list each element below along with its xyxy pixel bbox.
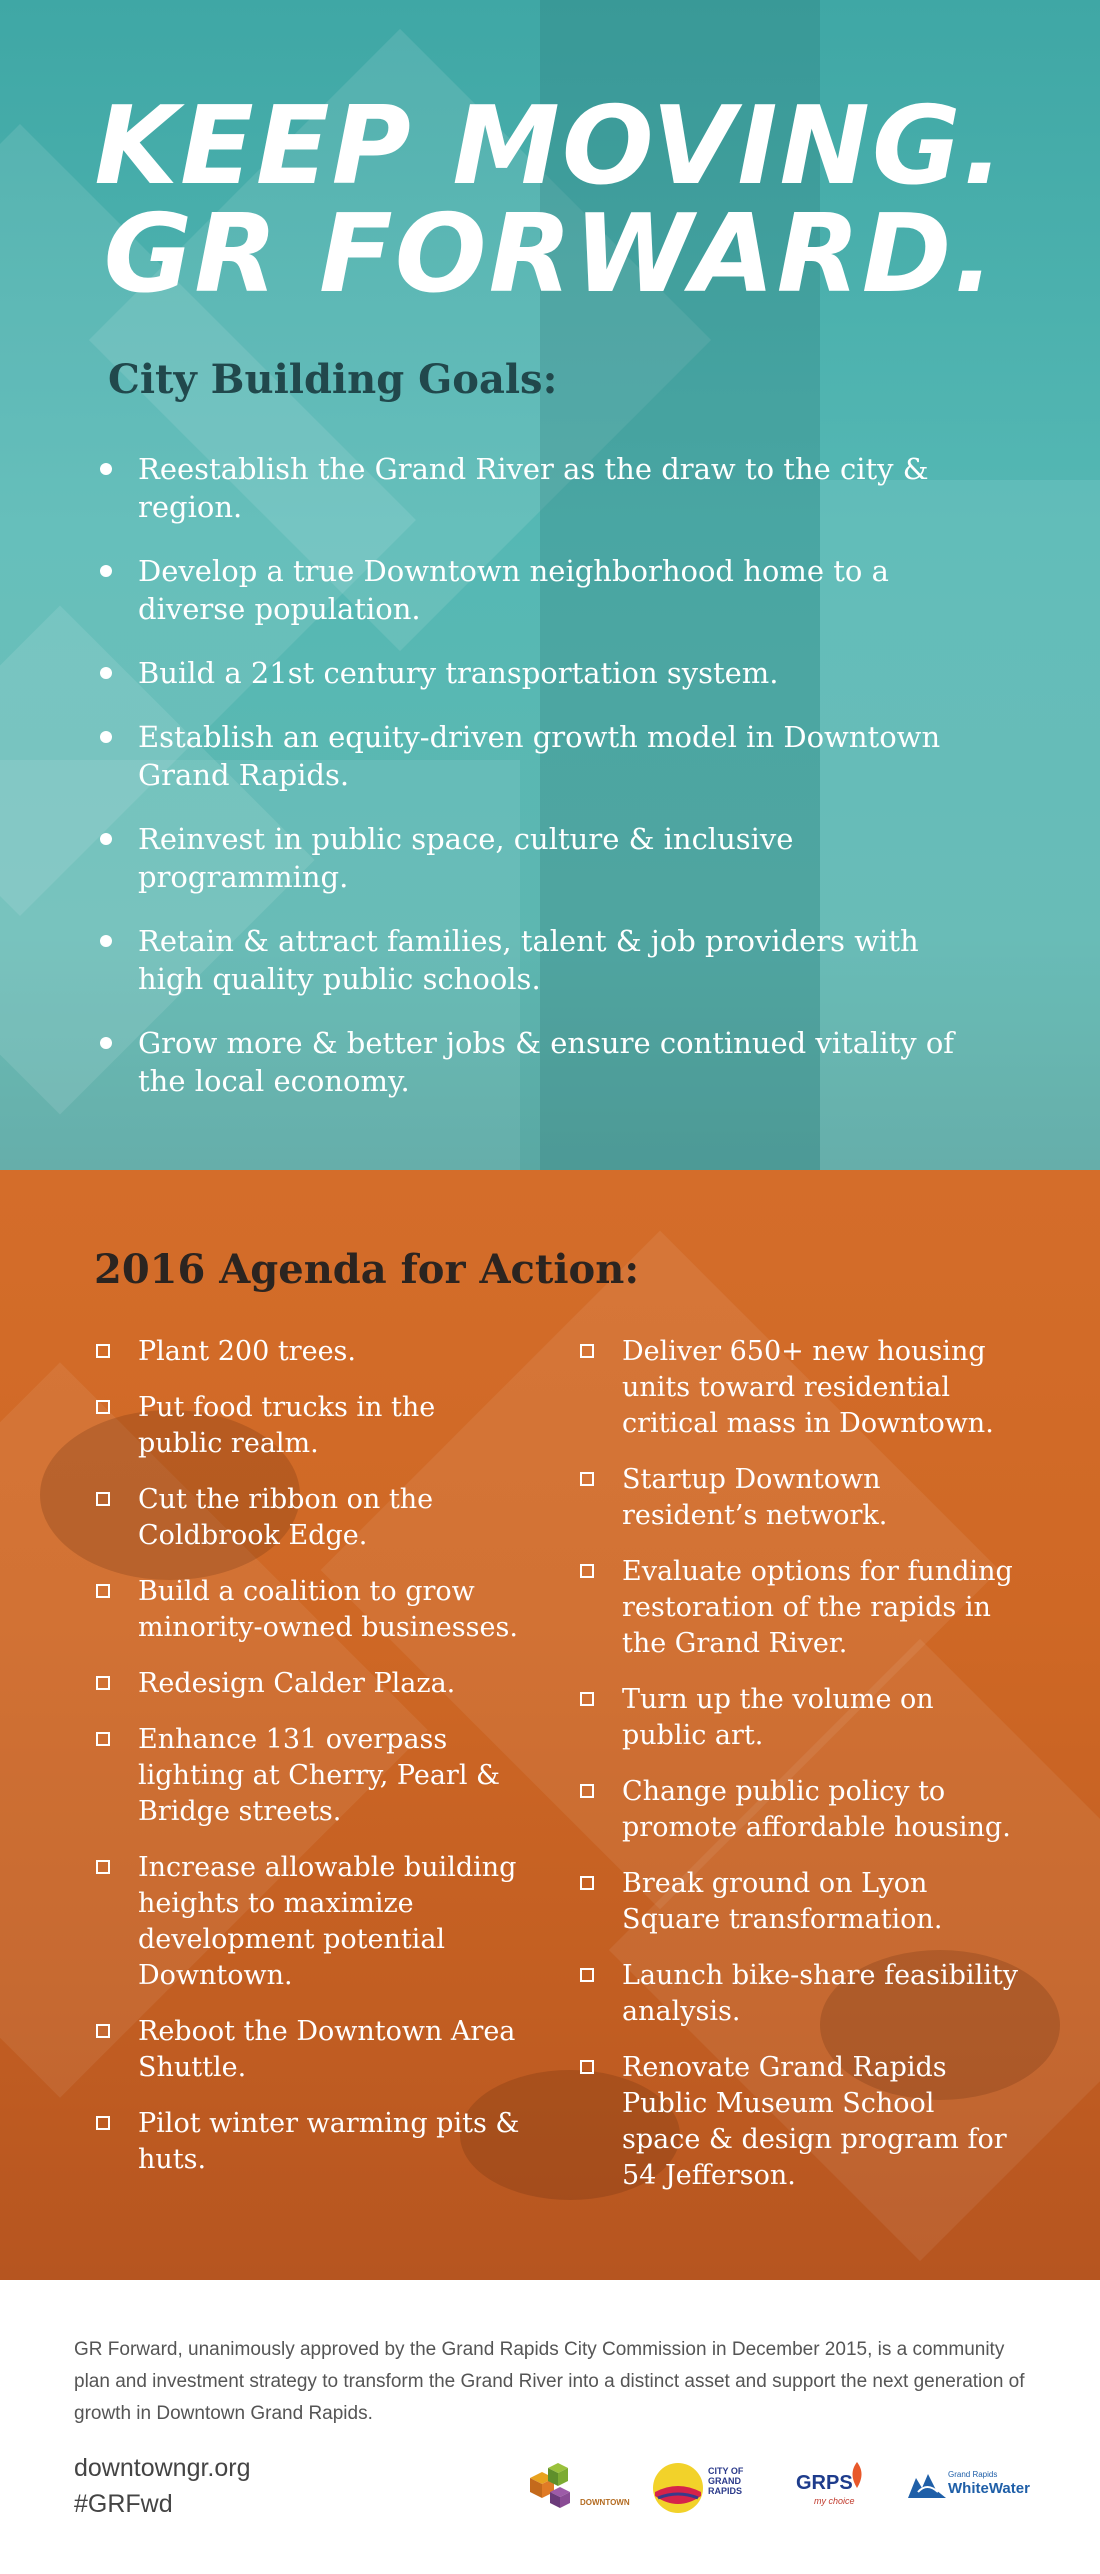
list-item: Increase allowable building heights to maximize development potential Downtown. xyxy=(96,1850,526,1994)
checkbox-icon xyxy=(580,1692,594,1706)
list-item: Plant 200 trees. xyxy=(96,1334,526,1370)
whitewater-logo-text: WhiteWater xyxy=(948,2480,1030,2497)
wave-icon xyxy=(908,2472,946,2498)
downtown-logo xyxy=(520,2458,640,2522)
city-seal-icon xyxy=(652,2462,704,2514)
list-item: Grow more & better jobs & ensure continued vitality of the local economy. xyxy=(100,1024,980,1100)
list-item: Build a 21st century transportation system. xyxy=(100,654,980,692)
list-item: Reestablish the Grand River as the draw to the city & region. xyxy=(100,450,980,526)
footer-blurb: GR Forward, unanimously approved by the Grand Rapids City Commission in December 2015, is a community plan and investment strategy to transform the Grand River into a distinct asset and support the next generation of growth in Downtown Grand Rapids. xyxy=(74,2339,1025,2424)
list-item: Evaluate options for funding restoration of the rapids in the Grand River. xyxy=(580,1554,1020,1662)
list-item: Enhance 131 overpass lighting at Cherry, Pearl & Bridge streets. xyxy=(96,1722,526,1830)
bullet-icon xyxy=(100,667,112,679)
checkbox-icon xyxy=(580,1784,594,1798)
bullet-icon xyxy=(100,833,112,845)
grps-logo xyxy=(796,2458,876,2522)
checkbox-icon xyxy=(96,1584,110,1598)
list-item: Put food trucks in the public realm. xyxy=(96,1390,526,1462)
website-link[interactable]: downtowngr.org xyxy=(74,2454,251,2482)
footer-links xyxy=(74,2450,251,2522)
list-item: Change public policy to promote affordable housing. xyxy=(580,1774,1020,1846)
list-item: Renovate Grand Rapids Public Museum School space & design program for 54 Jefferson. xyxy=(580,2050,1020,2194)
goals-list xyxy=(100,450,980,1126)
list-item: Retain & attract families, talent & job providers with high quality public schools. xyxy=(100,922,980,998)
list-item: Reboot the Downtown Area Shuttle. xyxy=(96,2014,526,2086)
checkbox-icon xyxy=(580,1344,594,1358)
checkbox-icon xyxy=(580,1564,594,1578)
agenda-section xyxy=(0,1170,1100,2280)
list-item: Turn up the volume on public art. xyxy=(580,1682,1020,1754)
checkbox-icon xyxy=(580,1968,594,1982)
grps-logo-text: GRPS xyxy=(796,2472,853,2494)
city-logo xyxy=(652,2458,752,2522)
downtown-cubes-icon xyxy=(520,2458,580,2514)
checkbox-icon xyxy=(580,1876,594,1890)
bullet-icon xyxy=(100,565,112,577)
bullet-icon xyxy=(100,935,112,947)
headline-gr-forward xyxy=(0,192,1100,317)
checkbox-icon xyxy=(96,1344,110,1358)
gr-logo: GR xyxy=(103,192,280,317)
flame-icon xyxy=(850,2462,864,2488)
city-logo-text: CITY OF GRAND RAPIDS xyxy=(708,2466,744,2496)
bullet-icon xyxy=(100,463,112,475)
checkbox-icon xyxy=(580,2060,594,2074)
list-item: Deliver 650+ new housing units toward residential critical mass in Downtown. xyxy=(580,1334,1020,1442)
hashtag: #GRFwd xyxy=(74,2490,173,2518)
checkbox-icon xyxy=(580,1472,594,1486)
list-item: Reinvest in public space, culture & inclusive programming. xyxy=(100,820,980,896)
grps-tagline: my choice xyxy=(814,2496,855,2506)
checkbox-icon xyxy=(96,2116,110,2130)
headline-keep-moving: KEEP MOVING. xyxy=(94,84,1006,209)
headline-forward: FORWARD. xyxy=(318,192,997,317)
hero-section xyxy=(0,0,1100,1170)
checkbox-icon xyxy=(96,1860,110,1874)
list-item: Redesign Calder Plaza. xyxy=(96,1666,526,1702)
downtown-logo-text: DOWNTOWN xyxy=(580,2498,630,2507)
checkbox-icon xyxy=(96,2024,110,2038)
agenda-list-right xyxy=(580,1334,1020,2214)
agenda-title: 2016 Agenda for Action: xyxy=(94,1246,640,1293)
whitewater-logo xyxy=(908,2458,1038,2522)
list-item: Launch bike-share feasibility analysis. xyxy=(580,1958,1020,2030)
footer xyxy=(0,2280,1100,2574)
list-item: Build a coalition to grow minority-owned businesses. xyxy=(96,1574,526,1646)
goals-title: City Building Goals: xyxy=(108,356,558,403)
whitewater-small-text: Grand Rapids xyxy=(948,2470,998,2479)
checkbox-icon xyxy=(96,1676,110,1690)
list-item: Break ground on Lyon Square transformation. xyxy=(580,1866,1020,1938)
list-item: Develop a true Downtown neighborhood home to a diverse population. xyxy=(100,552,980,628)
list-item: Startup Downtown resident’s network. xyxy=(580,1462,1020,1534)
checkbox-icon xyxy=(96,1732,110,1746)
list-item: Cut the ribbon on the Coldbrook Edge. xyxy=(96,1482,526,1554)
agenda-list-left xyxy=(96,1334,526,2198)
list-item: Establish an equity-driven growth model in Downtown Grand Rapids. xyxy=(100,718,980,794)
checkbox-icon xyxy=(96,1400,110,1414)
checkbox-icon xyxy=(96,1492,110,1506)
bullet-icon xyxy=(100,731,112,743)
list-item: Pilot winter warming pits & huts. xyxy=(96,2106,526,2178)
bullet-icon xyxy=(100,1037,112,1049)
